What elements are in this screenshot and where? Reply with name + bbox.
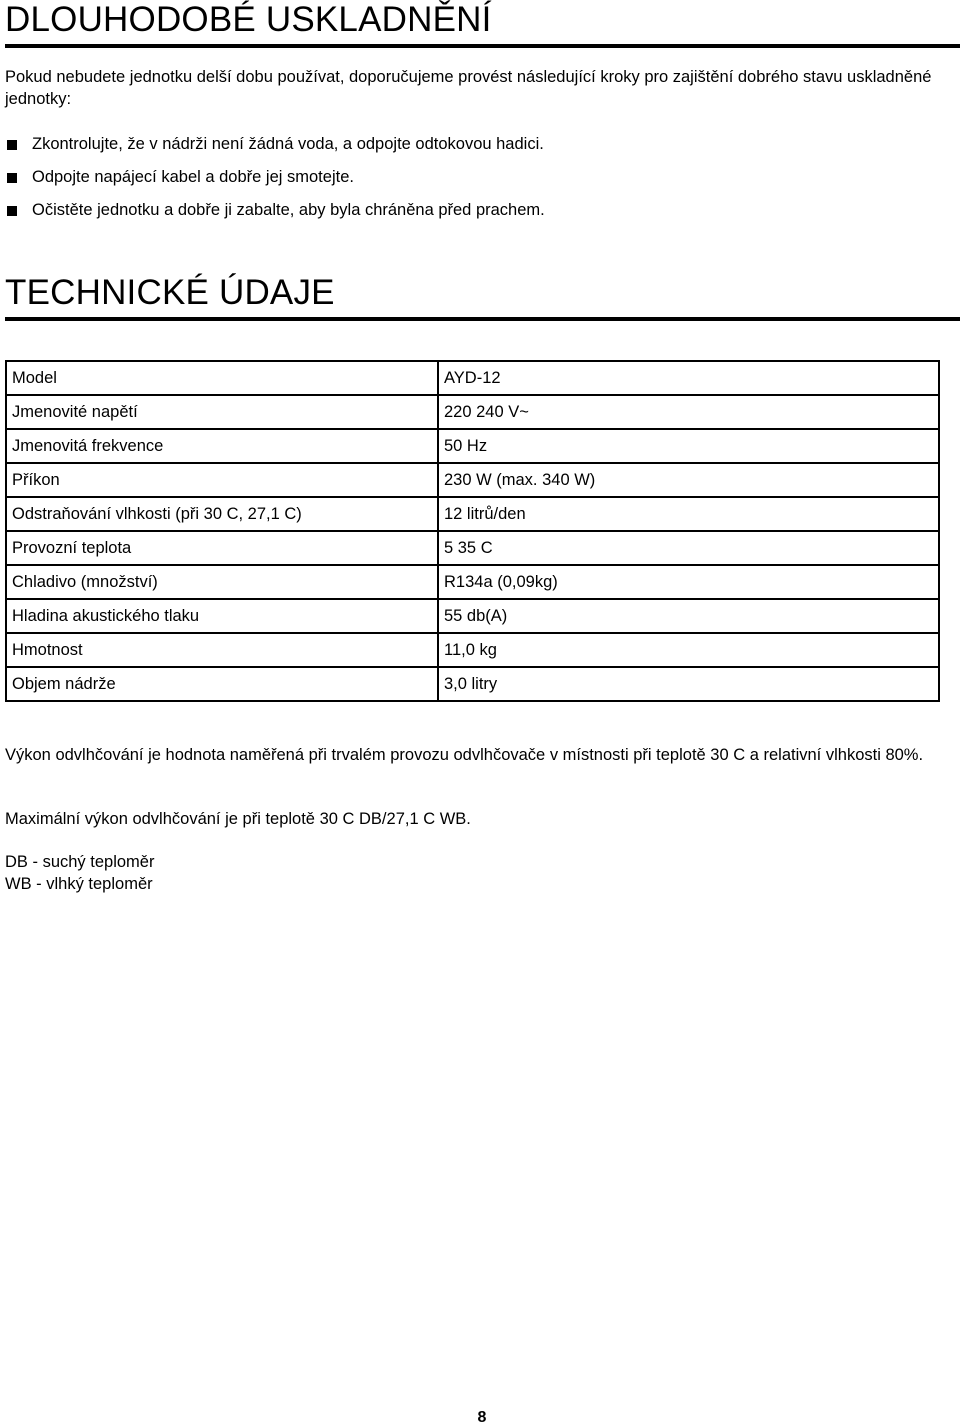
spec-label: Hladina akustického tlaku — [6, 599, 438, 633]
storage-title-rule — [5, 44, 960, 48]
spec-value: 12 litrů/den — [438, 497, 939, 531]
table-row — [6, 565, 939, 599]
table-row — [6, 599, 939, 633]
table-row — [6, 633, 939, 667]
spec-label: Chladivo (množství) — [6, 565, 438, 599]
spec-value: 5 35 C — [438, 531, 939, 565]
storage-step-text: Očistěte jednotku a dobře ji zabalte, aby byla chráněna před prachem. — [32, 201, 545, 219]
spec-value: 230 W (max. 340 W) — [438, 463, 939, 497]
storage-steps-list — [5, 128, 545, 227]
storage-step-text: Odpojte napájecí kabel a dobře jej smotejte. — [32, 168, 354, 186]
square-bullet-icon — [7, 206, 17, 216]
spec-value: 55 db(A) — [438, 599, 939, 633]
spec-value: R134a (0,09kg) — [438, 565, 939, 599]
storage-step — [5, 128, 545, 161]
spec-label: Odstraňování vlhkosti (při 30 C, 27,1 C) — [6, 497, 438, 531]
specs-section-title: TECHNICKÉ ÚDAJE — [5, 273, 335, 312]
square-bullet-icon — [7, 140, 17, 150]
capacity-note: Výkon odvlhčování je hodnota naměřená při trvalém provozu odvlhčovače v místnosti při teplotě 30 C a relativní vlhkosti 80%. — [5, 746, 924, 764]
spec-label: Objem nádrže — [6, 667, 438, 701]
storage-step-text: Zkontrolujte, že v nádrži není žádná voda, a odpojte odtokovou hadici. — [32, 135, 544, 153]
table-row — [6, 361, 939, 395]
storage-step — [5, 194, 545, 227]
db-legend: DB - suchý teploměr — [5, 853, 155, 871]
max-capacity-note: Maximální výkon odvlhčování je při teplotě 30 C DB/27,1 C WB. — [5, 810, 471, 828]
table-row — [6, 429, 939, 463]
spec-value: 50 Hz — [438, 429, 939, 463]
square-bullet-icon — [7, 173, 17, 183]
table-row — [6, 531, 939, 565]
spec-label: Provozní teplota — [6, 531, 438, 565]
storage-intro-text: Pokud nebudete jednotku delší dobu používat, doporučujeme provést následující kroky pro zajištění dobrého stavu uskladněné jednotky: — [5, 68, 932, 108]
wb-legend: WB - vlhký teploměr — [5, 875, 153, 893]
table-row — [6, 463, 939, 497]
spec-value: 11,0 kg — [438, 633, 939, 667]
spec-label: Hmotnost — [6, 633, 438, 667]
table-row — [6, 395, 939, 429]
spec-value: 220 240 V~ — [438, 395, 939, 429]
spec-label: Příkon — [6, 463, 438, 497]
spec-label: Jmenovité napětí — [6, 395, 438, 429]
table-row — [6, 497, 939, 531]
specs-table — [5, 360, 940, 702]
spec-label: Jmenovitá frekvence — [6, 429, 438, 463]
spec-value: 3,0 litry — [438, 667, 939, 701]
spec-label: Model — [6, 361, 438, 395]
specs-title-rule — [5, 317, 960, 321]
storage-step — [5, 161, 545, 194]
table-row — [6, 667, 939, 701]
spec-value: AYD-12 — [438, 361, 939, 395]
storage-section-title: DLOUHODOBÉ USKLADNĚNÍ — [5, 0, 492, 39]
page-number: 8 — [477, 1409, 487, 1426]
